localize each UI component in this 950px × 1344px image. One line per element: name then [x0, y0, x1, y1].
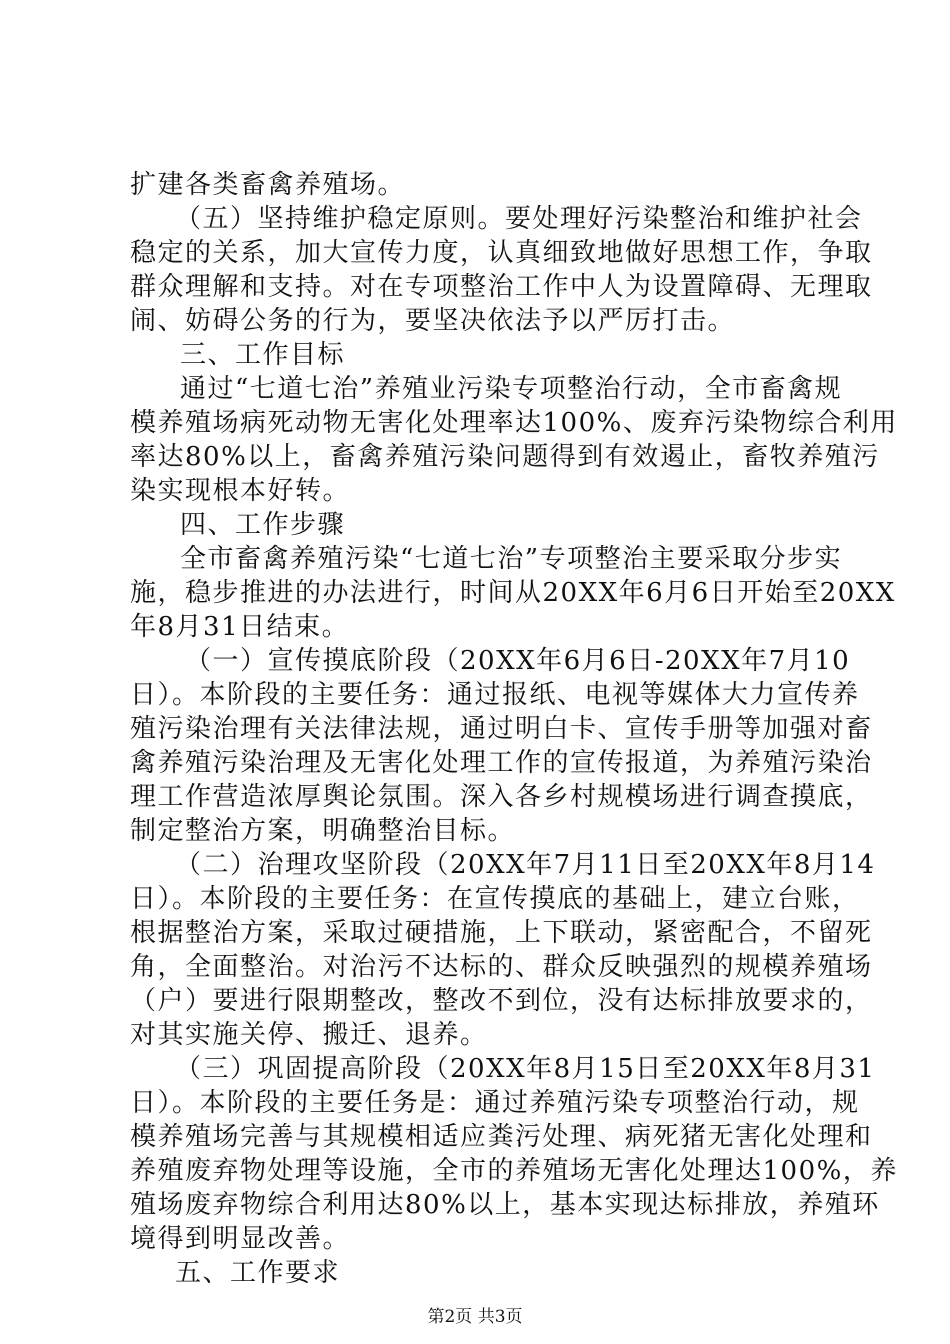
text-line: （二）治理攻坚阶段（20XX年7月11日至20XX年8月14 — [175, 850, 876, 880]
text-line: 模养殖场完善与其规模相适应粪污处理、病死猪无害化处理和 — [130, 1122, 873, 1152]
section-heading: 四、工作步骤 — [180, 510, 346, 540]
text-line: 对其实施关停、搬迁、退养。 — [130, 1020, 488, 1050]
text-line: 稳定的关系，加大宣传力度，认真细致地做好思想工作，争取 — [130, 238, 873, 268]
text-line: 日）。本阶段的主要任务：在宣传摸底的基础上，建立台账， — [130, 884, 860, 914]
text-line: 年8月31日结束。 — [130, 612, 350, 642]
text-line: 模养殖场病死动物无害化处理率达100%、废弃污染物综合利用 — [130, 408, 898, 438]
text-line: （三）巩固提高阶段（20XX年8月15日至20XX年8月31 — [175, 1054, 876, 1084]
text-line: 角，全面整治。对治污不达标的、群众反映强烈的规模养殖场 — [130, 952, 873, 982]
section-heading: 五、工作要求 — [175, 1258, 341, 1288]
text-line: 群众理解和支持。对在专项整治工作中人为设置障碍、无理取 — [130, 272, 873, 302]
text-line: 养殖废弃物处理等设施，全市的养殖场无害化处理达100%，养 — [130, 1156, 898, 1186]
text-line: 全市畜禽养殖污染“七道七治”专项整治主要采取分步实 — [180, 544, 843, 574]
text-line: 殖场废弃物综合利用达80%以上，基本实现达标排放，养殖环 — [130, 1190, 880, 1220]
text-line: 施，稳步推进的办法进行，时间从20XX年6月6日开始至20XX — [130, 578, 896, 608]
text-line: 染实现根本好转。 — [130, 476, 351, 506]
text-line: 禽养殖污染治理及无害化处理工作的宣传报道，为养殖污染治 — [130, 748, 873, 778]
text-line: 闹、妨碍公务的行为，要坚决依法予以严厉打击。 — [130, 306, 736, 336]
text-line: 制定整治方案，明确整治目标。 — [130, 816, 516, 846]
text-line: （五）坚持维护稳定原则。要处理好污染整治和维护社会 — [175, 204, 863, 234]
text-line: 扩建各类畜禽养殖场。 — [130, 170, 406, 200]
text-line: 理工作营造浓厚舆论氛围。深入各乡村规模场进行调查摸底， — [130, 782, 873, 812]
text-line: （一）宣传摸底阶段（20XX年6月6日-20XX年7月10 — [185, 646, 851, 676]
text-line: 通过“七道七治”养殖业污染专项整治行动，全市畜禽规 — [180, 374, 843, 404]
text-line: 率达80%以上，畜禽养殖污染问题得到有效遏止，畜牧养殖污 — [130, 442, 880, 472]
text-line: 境得到明显改善。 — [130, 1224, 351, 1254]
text-line: 殖污染治理有关法律法规，通过明白卡、宣传手册等加强对畜 — [130, 714, 873, 744]
page-footer: 第2页 共3页 — [427, 1307, 523, 1327]
section-heading: 三、工作目标 — [180, 340, 346, 370]
text-line: 日）。本阶段的主要任务是：通过养殖污染专项整治行动，规 — [130, 1088, 860, 1118]
text-line: 根据整治方案，采取过硬措施，上下联动，紧密配合，不留死 — [130, 918, 873, 948]
text-line: （户）要进行限期整改，整改不到位，没有达标排放要求的， — [130, 986, 873, 1016]
text-line: 日）。本阶段的主要任务：通过报纸、电视等媒体大力宣传养 — [130, 680, 860, 710]
